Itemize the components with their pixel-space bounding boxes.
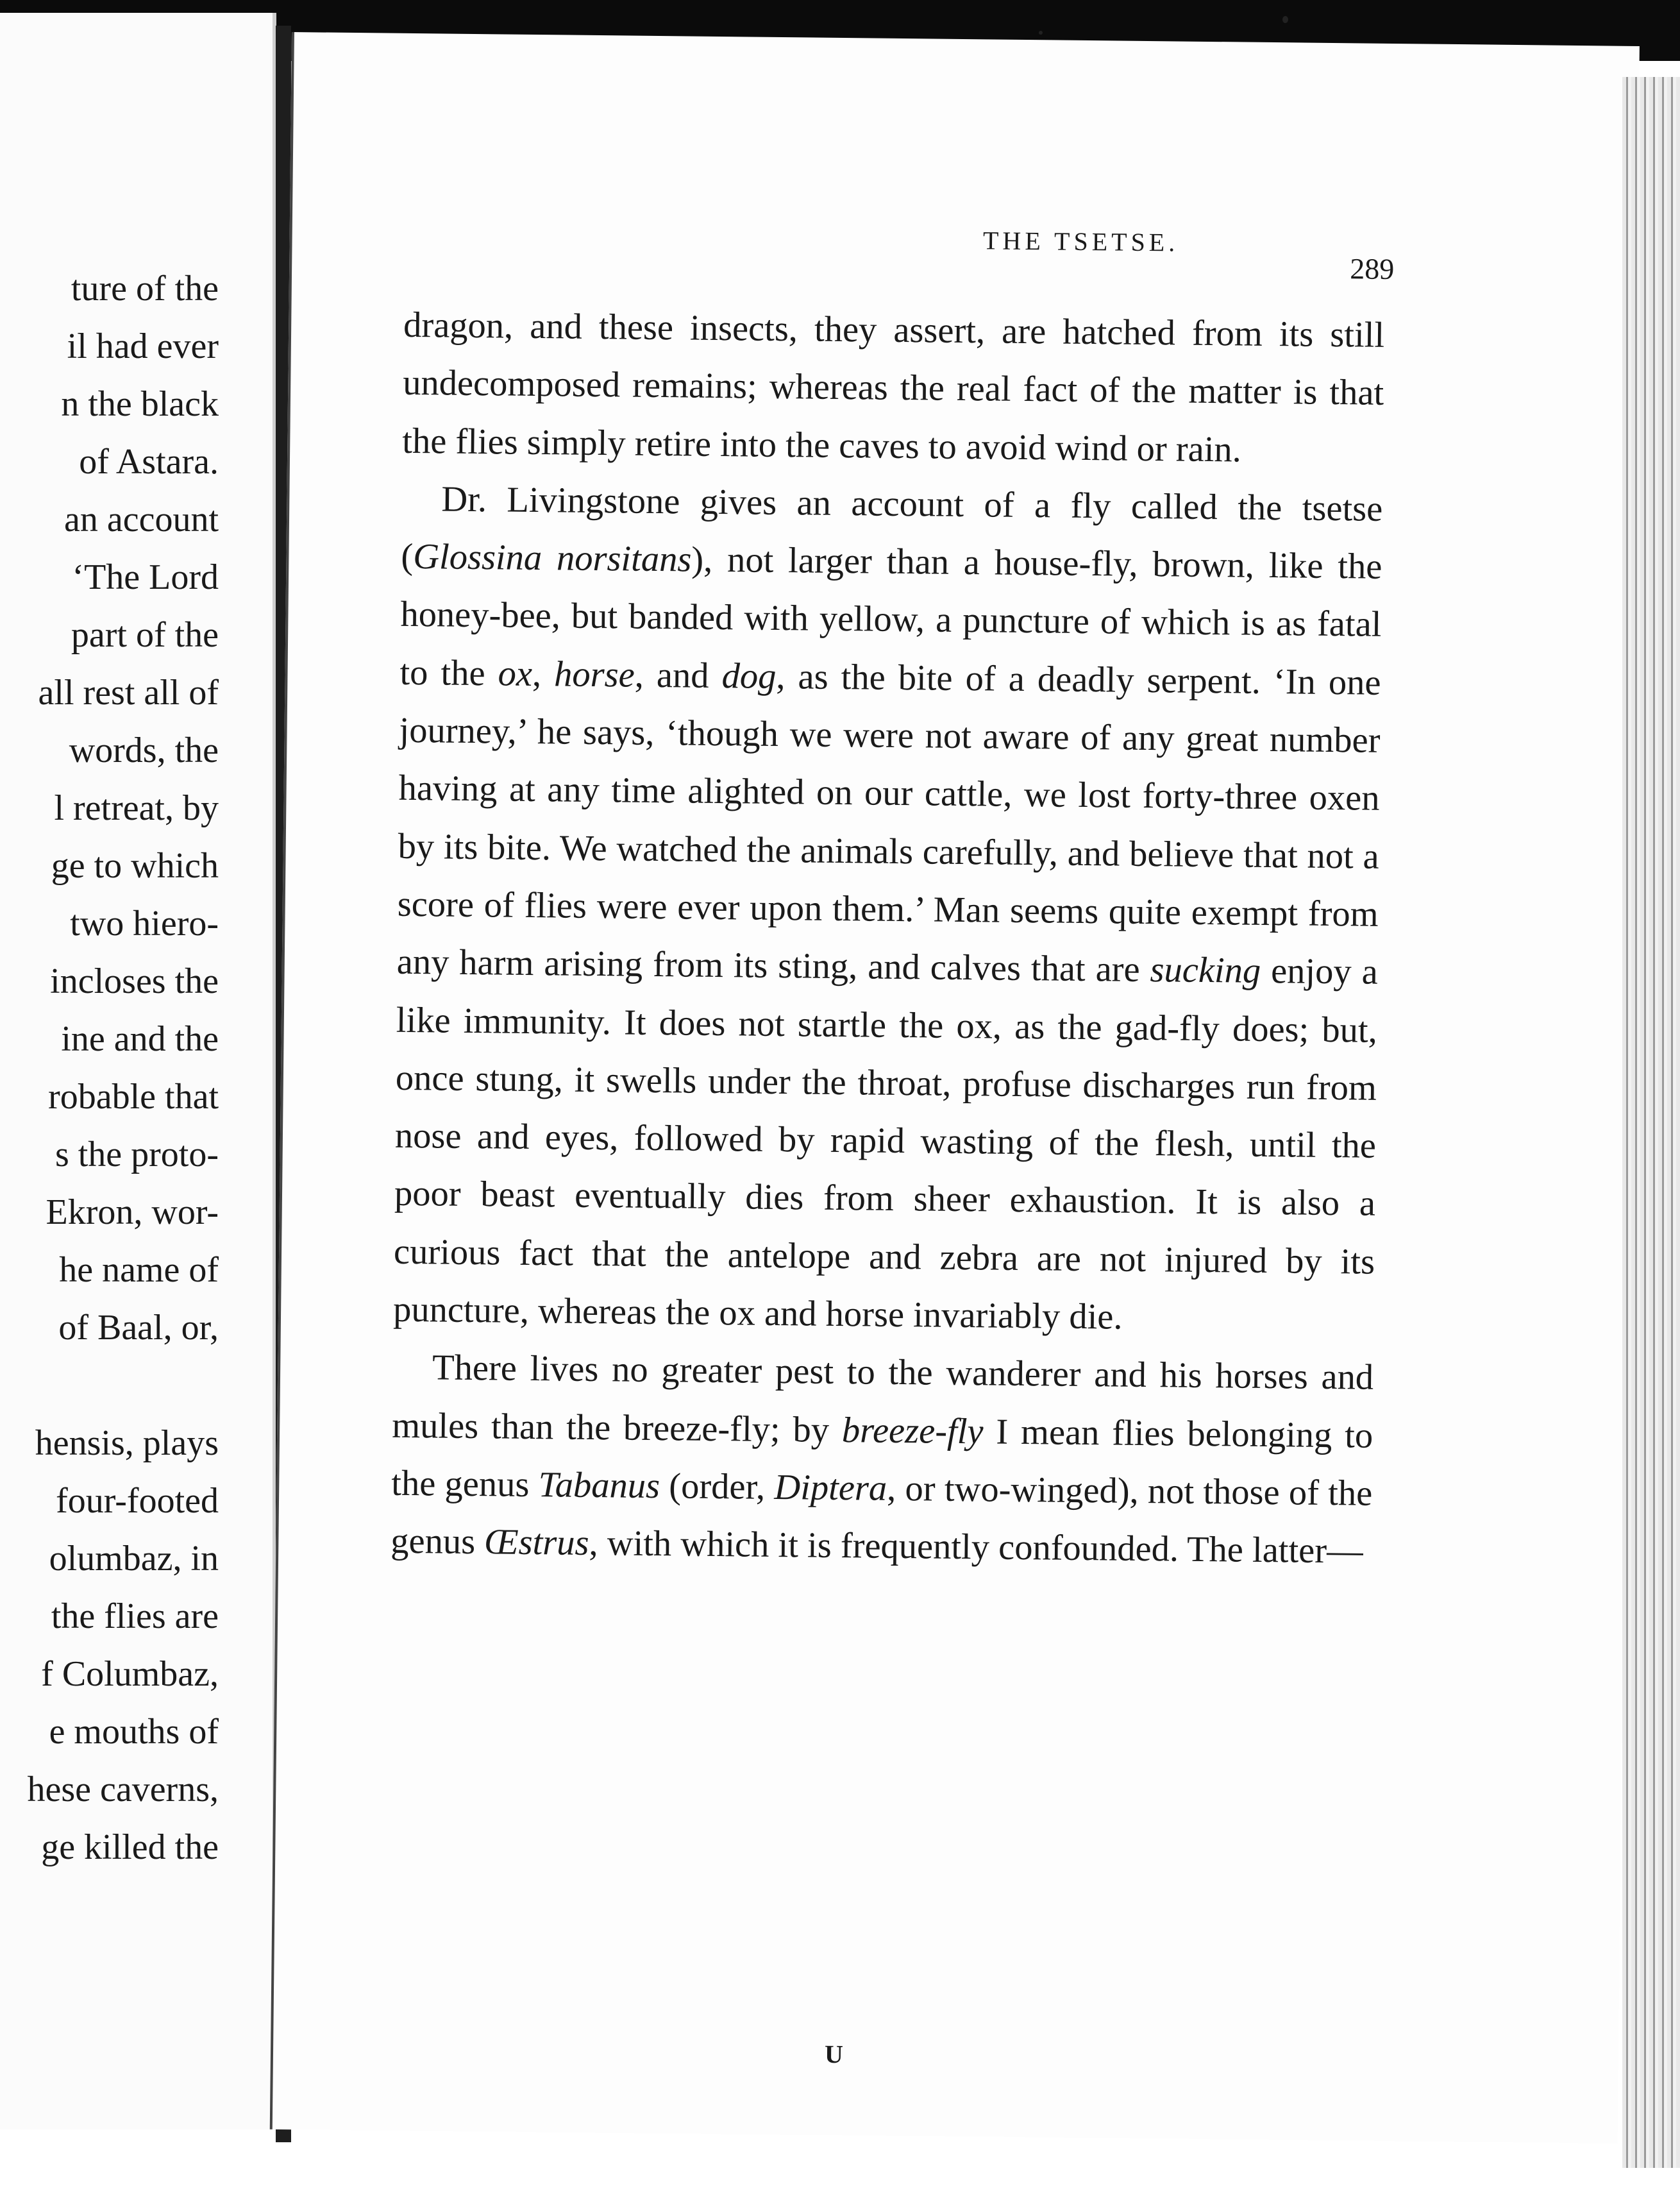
left-page-line: an account bbox=[64, 500, 219, 539]
left-page-line: words, the bbox=[69, 731, 219, 770]
paragraph-3 bbox=[391, 1339, 1374, 1580]
right-page bbox=[270, 32, 1640, 2144]
left-page-line: he name of bbox=[59, 1250, 219, 1290]
left-page-line: ture of the bbox=[71, 269, 219, 309]
text-run: , as the bite of a deadly serpent. ‘In one journey,’ he says, ‘though we were not aware of any great number having at any time alighted on our cattle, we lost forty-three oxen by its bite. We watched the animals carefully, and believe that not a score of flies were ever upon them.’ Man seems quite exempt from any harm arising from its sting, and calves that are bbox=[396, 656, 1381, 990]
left-page-line: hese caverns, bbox=[27, 1770, 219, 1809]
species-name: Glossina norsitans bbox=[412, 537, 692, 580]
emphasis-dog: dog bbox=[721, 656, 777, 697]
scan-speck bbox=[1282, 16, 1288, 23]
left-page-line: hensis, plays bbox=[35, 1423, 219, 1463]
text-run: , bbox=[532, 654, 555, 695]
left-page-line: two hiero- bbox=[70, 904, 219, 943]
text-run: There lives no greater pest to the wanderer and his horses and mules than the breeze-fly; by bbox=[391, 1348, 1374, 1450]
left-page-line: robable that bbox=[48, 1077, 219, 1117]
body-text bbox=[391, 296, 1385, 1580]
left-page-line: s the proto- bbox=[55, 1135, 219, 1174]
emphasis-horse: horse bbox=[553, 654, 635, 695]
left-page-line: f Columbaz, bbox=[41, 1654, 219, 1694]
left-page-line: the flies are bbox=[51, 1596, 219, 1636]
emphasis-breeze-fly: breeze-fly bbox=[841, 1410, 984, 1452]
paragraph-2 bbox=[393, 470, 1383, 1349]
left-page-line: all rest all of bbox=[38, 673, 219, 713]
left-page-line: ge to which bbox=[51, 846, 219, 886]
text-run: Dr. Livingstone gives an account of a fly called the tsetse ( bbox=[401, 479, 1383, 577]
text-run: , and bbox=[634, 655, 722, 696]
emphasis-ox: ox bbox=[498, 654, 533, 694]
text-run: , with which it is frequently confounded. The latter— bbox=[589, 1523, 1363, 1571]
left-page-line: ine and the bbox=[61, 1019, 219, 1059]
left-page-line: of Astara. bbox=[79, 442, 219, 482]
left-page-line: l retreat, by bbox=[54, 788, 219, 828]
page-number: 289 bbox=[1349, 252, 1395, 286]
left-page-line: ‘The Lord bbox=[72, 557, 219, 597]
text-run: (order, bbox=[659, 1466, 775, 1507]
page-edge-stack bbox=[1622, 77, 1680, 2168]
order-diptera: Diptera bbox=[774, 1467, 887, 1509]
left-page-line: olumbaz, in bbox=[49, 1539, 219, 1578]
left-page-line: part of the bbox=[71, 615, 219, 655]
scan-speck bbox=[1039, 31, 1043, 35]
text-run: , or two-winged), not those of the genus bbox=[391, 1468, 1373, 1562]
left-page-line: four-footed bbox=[56, 1481, 219, 1521]
signature-mark: U bbox=[824, 2039, 844, 2069]
genus-oestrus: Œstrus bbox=[483, 1522, 589, 1564]
text-run: ), not larger than a house-fly, brown, like the honey-bee, but banded with yellow, a puncture of which is as fatal to the bbox=[399, 539, 1382, 694]
left-page-line: n the black bbox=[61, 384, 219, 424]
text-run: enjoy a like immunity. It does not startle the ox, as the gad-fly does; but, once stung, it swells under the throat, profuse discharges run from nose and eyes, followed by rapid wasting of the flesh, until the poor beast eventually dies from sheer exhaustion. It is also a curious fact that the antelope and zebra are not injured by its puncture, whereas the ox and horse invariably die. bbox=[392, 951, 1379, 1337]
left-page-line: of Baal, or, bbox=[58, 1308, 219, 1348]
emphasis-sucking: sucking bbox=[1150, 950, 1261, 992]
left-page-line: il had ever bbox=[67, 326, 219, 366]
text-run: I mean flies belonging to the genus bbox=[391, 1412, 1373, 1505]
left-page-line: incloses the bbox=[50, 961, 219, 1001]
left-page bbox=[0, 13, 276, 2129]
left-page-line: ge killed the bbox=[41, 1827, 219, 1867]
left-page-line: e mouths of bbox=[49, 1712, 219, 1752]
left-page-line: Ekron, wor- bbox=[46, 1192, 219, 1232]
paragraph-1: dragon, and these insects, they assert, are hatched from its still undecomposed remains; whereas the real fact of the matter is that the flies simply retire into the caves to avoid wind or rain. bbox=[402, 305, 1385, 470]
running-head: THE TSETSE. bbox=[982, 226, 1179, 257]
genus-tabanus: Tabanus bbox=[538, 1465, 660, 1507]
